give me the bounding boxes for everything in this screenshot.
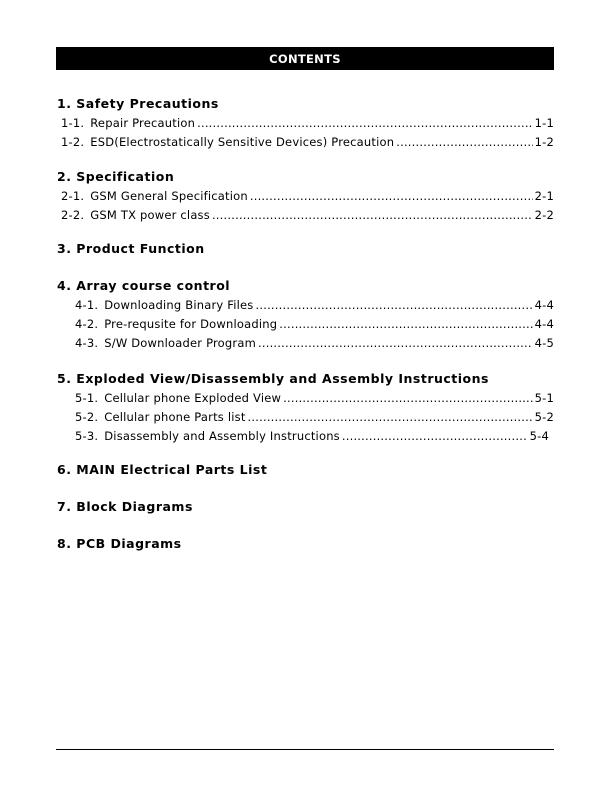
toc-leader-dots [396,135,532,149]
contents-banner: CONTENTS [56,47,554,70]
toc-entry-repair-precaution[interactable] [61,114,554,130]
toc-entry-sw-downloader[interactable] [75,334,554,350]
footer-divider [56,749,554,750]
toc-entry-esd-precaution[interactable] [61,133,554,149]
toc-entry-number: 5-3. [75,429,99,443]
toc-leader-dots [279,317,532,331]
toc-entry-page: 5-1 [534,391,554,405]
toc-entry-exploded-view[interactable] [75,389,554,405]
toc-leader-dots [258,336,533,350]
toc-entry-number: 4-2. [75,317,99,331]
toc-entry-number: 5-1. [75,391,99,405]
toc-entry-page: 4-4 [534,298,554,312]
toc-entry-page: 2-2 [534,208,554,222]
toc-leader-dots [197,116,533,130]
toc-entry-page: 4-5 [534,336,554,350]
section-heading-safety: 1. Safety Precautions [57,96,219,111]
toc-entry-number: 1-1. [61,116,85,130]
toc-entry-number: 2-1. [61,189,85,203]
toc-entry-title: GSM General Specification [90,189,248,203]
toc-entry-number: 2-2. [61,208,85,222]
section-heading-block-diagrams[interactable]: 7. Block Diagrams [57,499,193,514]
toc-entry-title: GSM TX power class [90,208,210,222]
section-heading-electrical-parts[interactable]: 6. MAIN Electrical Parts List [57,462,268,477]
toc-leader-dots [256,298,533,312]
toc-entry-page: 4-4 [534,317,554,331]
section-heading-pcb-diagrams[interactable]: 8. PCB Diagrams [57,536,182,551]
toc-entry-gsm-tx-power[interactable] [61,206,554,222]
toc-entry-downloading-binary-files[interactable] [75,296,554,312]
toc-entry-page: 5-2 [534,410,554,424]
section-heading-specification: 2. Specification [57,169,175,184]
toc-leader-dots [250,189,533,203]
toc-entry-title: ESD(Electrostatically Sensitive Devices) Precaution [90,135,395,149]
toc-entry-number: 4-3. [75,336,99,350]
toc-entry-title: Cellular phone Parts list [104,410,246,424]
section-heading-product-function[interactable]: 3. Product Function [57,241,205,256]
section-heading-exploded-view: 5. Exploded View/Disassembly and Assembly Instructions [57,371,489,386]
toc-entry-number: 5-2. [75,410,99,424]
toc-leader-dots [342,429,528,443]
toc-entry-page: 1-1 [534,116,554,130]
toc-entry-page: 1-2 [534,135,554,149]
toc-leader-dots [212,208,533,222]
toc-entry-page: 2-1 [534,189,554,203]
toc-entry-title: Repair Precaution [90,116,196,130]
toc-entry-parts-list[interactable] [75,408,554,424]
toc-entry-page: 5-4 [529,429,549,443]
toc-entry-pre-requisite[interactable] [75,315,554,331]
toc-entry-number: 4-1. [75,298,99,312]
toc-entry-title: Cellular phone Exploded View [104,391,282,405]
toc-entry-title: S/W Downloader Program [104,336,256,350]
toc-entry-disassembly-assembly[interactable] [75,427,549,443]
toc-entry-number: 1-2. [61,135,85,149]
toc-entry-title: Downloading Binary Files [104,298,254,312]
toc-entry-title: Disassembly and Assembly Instructions [104,429,340,443]
toc-entry-gsm-general-spec[interactable] [61,187,554,203]
section-heading-array-course-control: 4. Array course control [57,278,231,293]
toc-leader-dots [283,391,532,405]
toc-leader-dots [248,410,533,424]
toc-entry-title: Pre-requsite for Downloading [104,317,278,331]
